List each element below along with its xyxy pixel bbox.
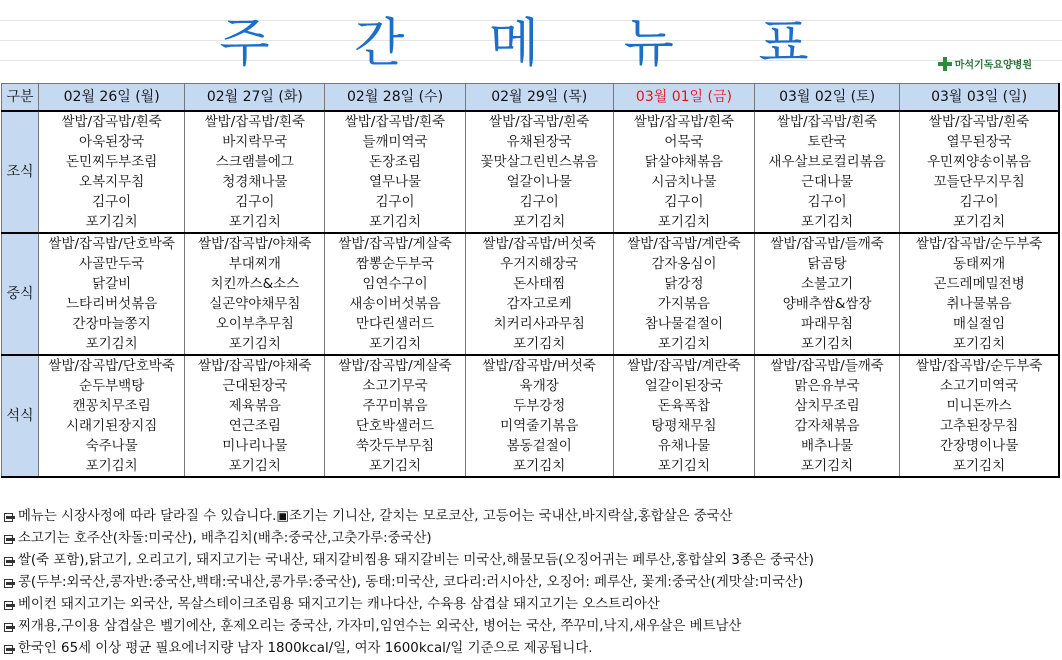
menu-item: 쌀밥/잡곡밥/흰죽 (39, 111, 185, 132)
note-bullet-icon (4, 601, 15, 610)
menu-item: 청경채나물 (185, 172, 325, 192)
cross-icon (938, 57, 952, 71)
menu-item: 미나리나물 (185, 436, 325, 456)
menu-row (2, 192, 1060, 212)
note-line (4, 506, 1059, 528)
menu-item: 감자옹심이 (613, 254, 754, 274)
menu-item: 우거지해장국 (465, 254, 613, 274)
menu-item: 소불고기 (755, 274, 900, 294)
menu-item: 맑은유부국 (755, 376, 900, 396)
menu-item: 쌀밥/잡곡밥/흰죽 (755, 111, 900, 132)
menu-item: 삼치무조림 (755, 396, 900, 416)
note-bullet-icon (4, 557, 15, 566)
menu-item: 사골만두국 (39, 254, 185, 274)
menu-item: 근대된장국 (185, 376, 325, 396)
menu-item: 김구이 (185, 192, 325, 212)
menu-item: 쌀밥/잡곡밥/게살죽 (325, 355, 465, 376)
menu-item: 포기김치 (39, 334, 185, 355)
menu-item: 들깨미역국 (325, 132, 465, 152)
menu-row (2, 376, 1060, 396)
header-row (2, 84, 1060, 112)
page-title: 주 간 메 뉴 표 (219, 14, 843, 74)
note-line (4, 572, 1059, 594)
menu-item: 가지볶음 (613, 294, 754, 314)
menu-item: 포기김치 (900, 334, 1059, 355)
menu-item: 시금치나물 (613, 172, 754, 192)
menu-item: 탕평채무침 (613, 416, 754, 436)
menu-item: 캔꽁치무조림 (39, 396, 185, 416)
menu-item: 쌀밥/잡곡밥/게살죽 (325, 233, 465, 254)
day-header: 02월 28일 (수) (325, 84, 465, 112)
note-bullet-icon (4, 535, 15, 544)
day-header-holiday: 03월 01일 (금) (613, 84, 754, 112)
menu-item: 꼬들단무지무침 (900, 172, 1059, 192)
menu-item: 김구이 (39, 192, 185, 212)
menu-item: 열무된장국 (900, 132, 1059, 152)
menu-item: 포기김치 (39, 456, 185, 477)
menu-row (2, 396, 1060, 416)
menu-item: 연근조림 (185, 416, 325, 436)
menu-row (2, 152, 1060, 172)
menu-item: 육개장 (465, 376, 613, 396)
menu-item: 근대나물 (755, 172, 900, 192)
day-header: 03월 03일 (일) (900, 84, 1059, 112)
menu-item: 미니돈까스 (900, 396, 1059, 416)
menu-item: 동태찌개 (900, 254, 1059, 274)
logo-text: 마석기독요양병원 (954, 60, 1032, 71)
notes-section (4, 506, 1059, 660)
menu-item: 닭갈비 (39, 274, 185, 294)
menu-item: 느타리버섯볶음 (39, 294, 185, 314)
menu-row (2, 132, 1060, 152)
note-line (4, 550, 1059, 572)
menu-row (2, 233, 1060, 254)
day-header: 02월 26일 (월) (39, 84, 185, 112)
menu-item: 실곤약야채무침 (185, 294, 325, 314)
menu-item: 돈육폭찹 (613, 396, 754, 416)
menu-item: 매실절임 (900, 314, 1059, 334)
menu-row (2, 314, 1060, 334)
note-bullet-icon (4, 513, 15, 522)
note-text: 쌀(죽 포함),닭고기, 오리고기, 돼지고기는 국내산, 돼지갈비찜용 돼지갈비는 미국산,해물모듬(오징어귀는 페루산,홍합살외 3종은 중국산) (18, 553, 815, 568)
menu-item: 오이부추무침 (185, 314, 325, 334)
menu-item: 고추된장무침 (900, 416, 1059, 436)
note-line (4, 528, 1059, 550)
menu-row (2, 254, 1060, 274)
menu-item: 쌀밥/잡곡밥/버섯죽 (465, 233, 613, 254)
menu-item: 곤드레메밀전병 (900, 274, 1059, 294)
header-label: 구분 (2, 84, 39, 112)
menu-item: 쌀밥/잡곡밥/계란죽 (613, 355, 754, 376)
menu-item: 쌀밥/잡곡밥/야채죽 (185, 355, 325, 376)
day-header: 03월 02일 (토) (755, 84, 900, 112)
menu-item: 김구이 (325, 192, 465, 212)
menu-item: 소고기무국 (325, 376, 465, 396)
menu-row (2, 456, 1060, 477)
menu-item: 포기김치 (185, 212, 325, 233)
menu-row (2, 436, 1060, 456)
menu-item: 어묵국 (613, 132, 754, 152)
menu-item: 임연수구이 (325, 274, 465, 294)
menu-item: 돈사태찜 (465, 274, 613, 294)
menu-item: 김구이 (465, 192, 613, 212)
menu-item: 포기김치 (755, 212, 900, 233)
menu-item: 순두부백탕 (39, 376, 185, 396)
note-line (4, 638, 1059, 660)
menu-item: 취나물볶음 (900, 294, 1059, 314)
menu-item: 쌀밥/잡곡밥/순두부죽 (900, 355, 1059, 376)
menu-item: 포기김치 (755, 456, 900, 477)
menu-item: 포기김치 (325, 334, 465, 355)
menu-item: 포기김치 (325, 456, 465, 477)
note-text: 메뉴는 시장사정에 따라 달라질 수 있습니다.▣조기는 기니산, 갈치는 모로코산, 고등어는 국내산,바지락살,홍합살은 중국산 (18, 509, 733, 524)
menu-item: 두부강정 (465, 396, 613, 416)
menu-item: 유채나물 (613, 436, 754, 456)
menu-item: 아욱된장국 (39, 132, 185, 152)
menu-item: 간장마늘쫑지 (39, 314, 185, 334)
menu-item: 닭살야채볶음 (613, 152, 754, 172)
day-header: 02월 27일 (화) (185, 84, 325, 112)
menu-item: 돈장조림 (325, 152, 465, 172)
menu-item: 시래기된장지짐 (39, 416, 185, 436)
menu-item: 포기김치 (39, 212, 185, 233)
note-text: 찌개용,구이용 삼겹살은 벨기에산, 훈제오리는 중국산, 가자미,임연수는 외국산, 병어는 국산, 쭈꾸미,낙지,새우살은 베트남산 (18, 619, 742, 634)
menu-item: 포기김치 (325, 212, 465, 233)
menu-item: 쌀밥/잡곡밥/흰죽 (185, 111, 325, 132)
menu-item: 포기김치 (465, 456, 613, 477)
menu-item: 포기김치 (185, 456, 325, 477)
menu-item: 쌀밥/잡곡밥/버섯죽 (465, 355, 613, 376)
menu-item: 우민찌양송이볶음 (900, 152, 1059, 172)
menu-item: 쌀밥/잡곡밥/흰죽 (325, 111, 465, 132)
menu-item: 포기김치 (185, 334, 325, 355)
menu-row (2, 334, 1060, 355)
menu-item: 돈민찌두부조림 (39, 152, 185, 172)
menu-item: 제육볶음 (185, 396, 325, 416)
menu-item: 봄동겉절이 (465, 436, 613, 456)
menu-item: 쌀밥/잡곡밥/흰죽 (613, 111, 754, 132)
menu-item: 닭곰탕 (755, 254, 900, 274)
menu-item: 새송이버섯볶음 (325, 294, 465, 314)
menu-row (2, 416, 1060, 436)
menu-item: 쌀밥/잡곡밥/들깨죽 (755, 233, 900, 254)
menu-item: 만다린샐러드 (325, 314, 465, 334)
menu-item: 쌀밥/잡곡밥/단호박죽 (39, 355, 185, 376)
meal-label: 조식 (2, 111, 39, 233)
menu-item: 감자채볶음 (755, 416, 900, 436)
menu-item: 소고기미역국 (900, 376, 1059, 396)
note-text: 소고기는 호주산(차돌:미국산), 배추김치(배추:중국산,고춧가루:중국산) (18, 531, 432, 546)
menu-item: 열무나물 (325, 172, 465, 192)
menu-item: 감자고로케 (465, 294, 613, 314)
menu-row (2, 212, 1060, 233)
menu-row (2, 274, 1060, 294)
note-text: 한국인 65세 이상 평균 필요에너지량 남자 1800kcal/일, 여자 1600kcal/일 기준으로 제공됩니다. (18, 641, 593, 656)
menu-item: 쌀밥/잡곡밥/야채죽 (185, 233, 325, 254)
menu-item: 미역줄기볶음 (465, 416, 613, 436)
menu-item: 김구이 (900, 192, 1059, 212)
menu-item: 김구이 (613, 192, 754, 212)
menu-item: 포기김치 (900, 212, 1059, 233)
menu-item: 파래무침 (755, 314, 900, 334)
note-bullet-icon (4, 579, 15, 588)
menu-item: 참나물겉절이 (613, 314, 754, 334)
menu-item: 닭강정 (613, 274, 754, 294)
menu-item: 포기김치 (613, 212, 754, 233)
menu-item: 쌀밥/잡곡밥/순두부죽 (900, 233, 1059, 254)
menu-item: 새우살브로컬리볶음 (755, 152, 900, 172)
note-text: 베이컨 돼지고기는 외국산, 목살스테이크조림용 돼지고기는 캐나다산, 수육용 삼겹살 돼지고기는 오스트리아산 (18, 597, 660, 612)
menu-item: 배추나물 (755, 436, 900, 456)
menu-item: 쑥갓두부무침 (325, 436, 465, 456)
menu-item: 쌀밥/잡곡밥/단호박죽 (39, 233, 185, 254)
meal-label: 중식 (2, 233, 39, 355)
menu-item: 쌀밥/잡곡밥/들깨죽 (755, 355, 900, 376)
menu-item: 포기김치 (755, 334, 900, 355)
menu-item: 꽃맛살그린빈스볶음 (465, 152, 613, 172)
menu-row (2, 294, 1060, 314)
menu-item: 단호박샐러드 (325, 416, 465, 436)
hospital-logo (938, 56, 1032, 71)
menu-item: 유채된장국 (465, 132, 613, 152)
menu-row (2, 172, 1060, 192)
menu-item: 포기김치 (613, 334, 754, 355)
menu-item: 주꾸미볶음 (325, 396, 465, 416)
menu-item: 바지락무국 (185, 132, 325, 152)
menu-item: 토란국 (755, 132, 900, 152)
menu-item: 포기김치 (465, 334, 613, 355)
menu-item: 쌀밥/잡곡밥/계란죽 (613, 233, 754, 254)
note-text: 콩(두부:외국산,콩자반:중국산,백태:국내산,콩가루:중국산), 동태:미국산, 코다리:러시아산, 오징어: 페루산, 꽃게:중국산(게맛살:미국산) (18, 575, 804, 590)
menu-item: 치킨까스&소스 (185, 274, 325, 294)
note-bullet-icon (4, 623, 15, 632)
menu-row (2, 111, 1060, 132)
menu-item: 짬뽕순두부국 (325, 254, 465, 274)
menu-item: 양배추쌈&쌈장 (755, 294, 900, 314)
menu-item: 쌀밥/잡곡밥/흰죽 (900, 111, 1059, 132)
menu-item: 간장명이나물 (900, 436, 1059, 456)
note-line (4, 616, 1059, 638)
menu-item: 숙주나물 (39, 436, 185, 456)
meal-label: 석식 (2, 355, 39, 477)
note-line (4, 594, 1059, 616)
menu-item: 얼갈이된장국 (613, 376, 754, 396)
menu-item: 부대찌개 (185, 254, 325, 274)
menu-item: 김구이 (755, 192, 900, 212)
menu-item: 오복지무침 (39, 172, 185, 192)
menu-item: 쌀밥/잡곡밥/흰죽 (465, 111, 613, 132)
menu-item: 포기김치 (465, 212, 613, 233)
menu-item: 스크램블에그 (185, 152, 325, 172)
menu-table (1, 83, 1060, 478)
menu-item: 포기김치 (900, 456, 1059, 477)
menu-item: 얼갈이나물 (465, 172, 613, 192)
day-header: 02월 29일 (목) (465, 84, 613, 112)
menu-item: 포기김치 (613, 456, 754, 477)
menu-row (2, 355, 1060, 376)
menu-item: 치커리사과무침 (465, 314, 613, 334)
